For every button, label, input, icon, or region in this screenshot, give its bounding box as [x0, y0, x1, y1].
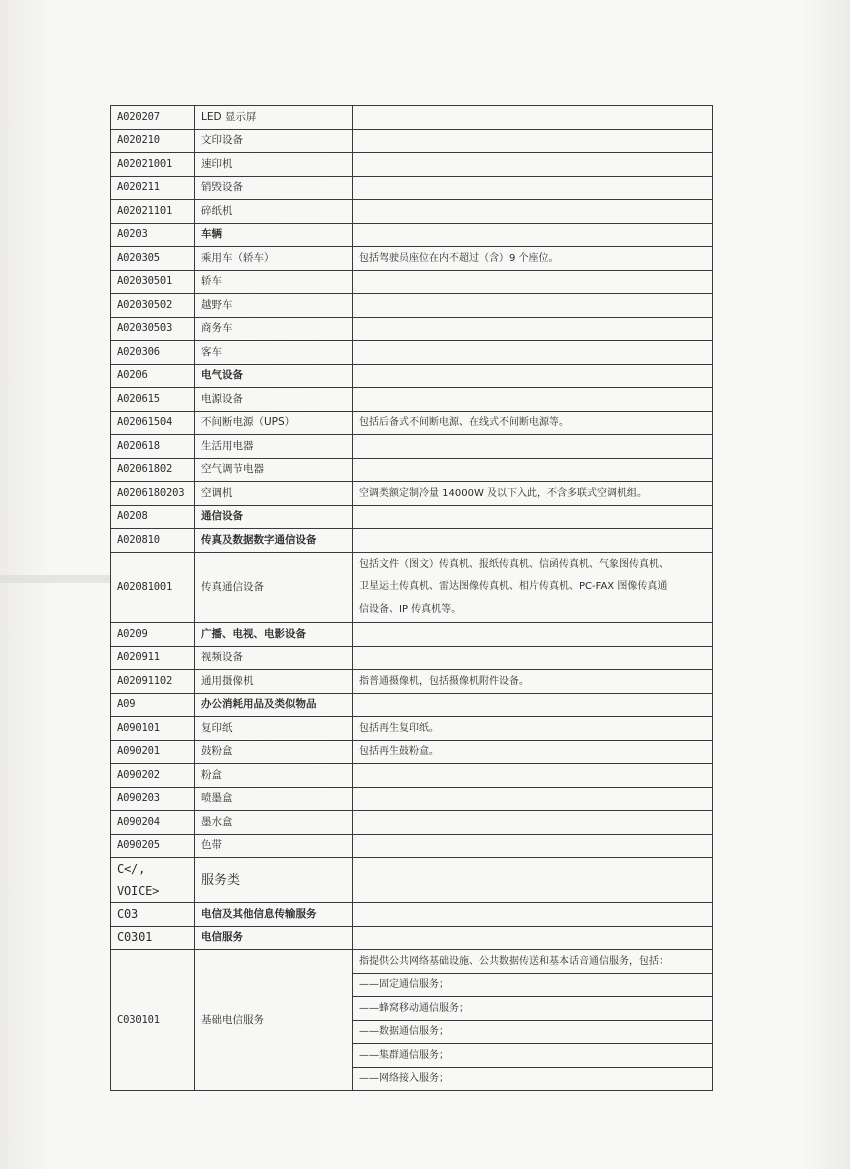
item-name: 乘用车（轿车）	[195, 247, 353, 271]
item-name: 色带	[195, 834, 353, 858]
item-name: 喷墨盒	[195, 787, 353, 811]
item-code: A0208	[111, 505, 195, 529]
table-row	[111, 270, 713, 294]
item-description	[353, 200, 713, 224]
item-description: 空调类额定制冷量 14000W 及以下入此，不含多联式空调机组。	[353, 482, 713, 506]
table-row	[111, 129, 713, 153]
item-name: 鼓粉盒	[195, 740, 353, 764]
item-description-line: ——集群通信服务；	[353, 1044, 713, 1068]
item-code: C0301	[111, 926, 195, 950]
item-code: A020210	[111, 129, 195, 153]
item-description	[353, 529, 713, 553]
item-code: A02030502	[111, 294, 195, 318]
table-row	[111, 106, 713, 130]
table-row	[111, 787, 713, 811]
item-code: A0203	[111, 223, 195, 247]
item-name: 电信服务	[195, 926, 353, 950]
item-name: 墨水盒	[195, 811, 353, 835]
table-row	[111, 646, 713, 670]
item-name: 轿车	[195, 270, 353, 294]
item-description	[353, 623, 713, 647]
item-code: A020305	[111, 247, 195, 271]
item-name: 办公消耗用品及类似物品	[195, 693, 353, 717]
item-name: 不间断电源（UPS）	[195, 411, 353, 435]
item-description-line: ——数据通信服务；	[353, 1020, 713, 1044]
item-code: A090101	[111, 717, 195, 741]
item-description: 包括驾驶员座位在内不超过（含）9 个座位。	[353, 247, 713, 271]
item-name: 客车	[195, 341, 353, 365]
item-name: 文印设备	[195, 129, 353, 153]
table-row	[111, 200, 713, 224]
item-name: LED 显示屏	[195, 106, 353, 130]
item-code: A0206180203	[111, 482, 195, 506]
item-name: 电信及其他信息传输服务	[195, 903, 353, 927]
scan-shadow	[0, 575, 110, 583]
item-description	[353, 317, 713, 341]
item-name: 视频设备	[195, 646, 353, 670]
item-code: C030101	[111, 950, 195, 1091]
item-name: 销毁设备	[195, 176, 353, 200]
table-row	[111, 764, 713, 788]
item-description	[353, 552, 713, 623]
item-name: 传真通信设备	[195, 552, 353, 623]
table-row	[111, 552, 713, 623]
item-code: A02081001	[111, 552, 195, 623]
item-name: 空调机	[195, 482, 353, 506]
item-code: A020207	[111, 106, 195, 130]
item-description	[353, 388, 713, 412]
item-code: A020911	[111, 646, 195, 670]
item-name: 车辆	[195, 223, 353, 247]
item-code: A090203	[111, 787, 195, 811]
item-code: A02061504	[111, 411, 195, 435]
table-row	[111, 435, 713, 459]
item-code: A02021001	[111, 153, 195, 177]
item-description	[353, 176, 713, 200]
table-row	[111, 693, 713, 717]
item-description	[353, 341, 713, 365]
item-description	[353, 646, 713, 670]
table-row	[111, 950, 713, 974]
item-description	[353, 811, 713, 835]
item-description	[353, 787, 713, 811]
table-row	[111, 482, 713, 506]
item-name: 生活用电器	[195, 435, 353, 459]
table-row	[111, 411, 713, 435]
item-description	[353, 926, 713, 950]
item-description	[353, 270, 713, 294]
item-name: 基础电信服务	[195, 950, 353, 1091]
table-row	[111, 926, 713, 950]
table-row	[111, 458, 713, 482]
item-name: 粉盒	[195, 764, 353, 788]
table-row	[111, 176, 713, 200]
table-row	[111, 717, 713, 741]
description-line: 卫星运土传真机、雷达图像传真机、相片传真机、PC-FAX 图像传真通	[359, 581, 668, 592]
item-code: A0209	[111, 623, 195, 647]
table-row	[111, 903, 713, 927]
services-header-row	[111, 858, 713, 903]
item-code: A090204	[111, 811, 195, 835]
item-description: 包括再生复印纸。	[353, 717, 713, 741]
description-line: 包括文件（图文）传真机、报纸传真机、信函传真机、气象图传真机、	[359, 558, 669, 570]
item-code: A020211	[111, 176, 195, 200]
item-code: A020618	[111, 435, 195, 459]
item-code: A02030503	[111, 317, 195, 341]
item-description	[353, 223, 713, 247]
item-name: 复印纸	[195, 717, 353, 741]
item-code: A090205	[111, 834, 195, 858]
item-description	[353, 364, 713, 388]
table-row	[111, 740, 713, 764]
services-category-name: 服务类	[195, 858, 353, 903]
item-name: 越野车	[195, 294, 353, 318]
item-name: 通信设备	[195, 505, 353, 529]
item-name: 电源设备	[195, 388, 353, 412]
item-code: A020810	[111, 529, 195, 553]
item-code: A020615	[111, 388, 195, 412]
item-name: 电气设备	[195, 364, 353, 388]
item-code: A020306	[111, 341, 195, 365]
item-description	[353, 129, 713, 153]
item-code: A02061802	[111, 458, 195, 482]
table-row	[111, 623, 713, 647]
table-row	[111, 341, 713, 365]
item-code: A090201	[111, 740, 195, 764]
item-description	[353, 435, 713, 459]
item-code: C03	[111, 903, 195, 927]
item-description	[353, 294, 713, 318]
item-code: A02091102	[111, 670, 195, 694]
table-body	[111, 106, 713, 1091]
table-row	[111, 529, 713, 553]
table-row	[111, 364, 713, 388]
item-code: A09	[111, 693, 195, 717]
table-row	[111, 388, 713, 412]
item-description	[353, 505, 713, 529]
table-row	[111, 670, 713, 694]
item-description-line: ——固定通信服务；	[353, 973, 713, 997]
item-description-line: ——网络接入服务；	[353, 1067, 713, 1091]
item-code: A02030501	[111, 270, 195, 294]
item-description: 包括后备式不间断电源、在线式不间断电源等。	[353, 411, 713, 435]
item-description	[353, 903, 713, 927]
item-name: 传真及数据数字通信设备	[195, 529, 353, 553]
item-name: 通用摄像机	[195, 670, 353, 694]
item-description	[353, 153, 713, 177]
item-description: 包括再生鼓粉盒。	[353, 740, 713, 764]
item-code: A02021101	[111, 200, 195, 224]
item-name: 碎纸机	[195, 200, 353, 224]
table-row	[111, 294, 713, 318]
services-description	[353, 858, 713, 903]
table-row	[111, 834, 713, 858]
services-code-line: C</,	[117, 862, 146, 876]
item-description	[353, 834, 713, 858]
item-description	[353, 458, 713, 482]
item-name: 广播、电视、电影设备	[195, 623, 353, 647]
item-name: 速印机	[195, 153, 353, 177]
table-row	[111, 317, 713, 341]
table-row	[111, 153, 713, 177]
item-description	[353, 693, 713, 717]
item-name: 空气调节电器	[195, 458, 353, 482]
table-row	[111, 505, 713, 529]
services-code	[111, 858, 195, 903]
item-description: 指普通摄像机，包括摄像机附件设备。	[353, 670, 713, 694]
item-description	[353, 106, 713, 130]
description-line: 信设备、IP 传真机等。	[359, 603, 462, 615]
procurement-catalog-table	[110, 105, 713, 1091]
item-description-line: 指提供公共网络基础设施、公共数据传送和基本话音通信服务，包括：	[353, 950, 713, 974]
item-code: A0206	[111, 364, 195, 388]
table-row	[111, 811, 713, 835]
item-code: A090202	[111, 764, 195, 788]
item-description	[353, 764, 713, 788]
item-name: 商务车	[195, 317, 353, 341]
services-code-line: VOICE>	[117, 884, 160, 898]
table-row	[111, 223, 713, 247]
table-row	[111, 247, 713, 271]
item-description-line: ——蜂窝移动通信服务；	[353, 997, 713, 1021]
